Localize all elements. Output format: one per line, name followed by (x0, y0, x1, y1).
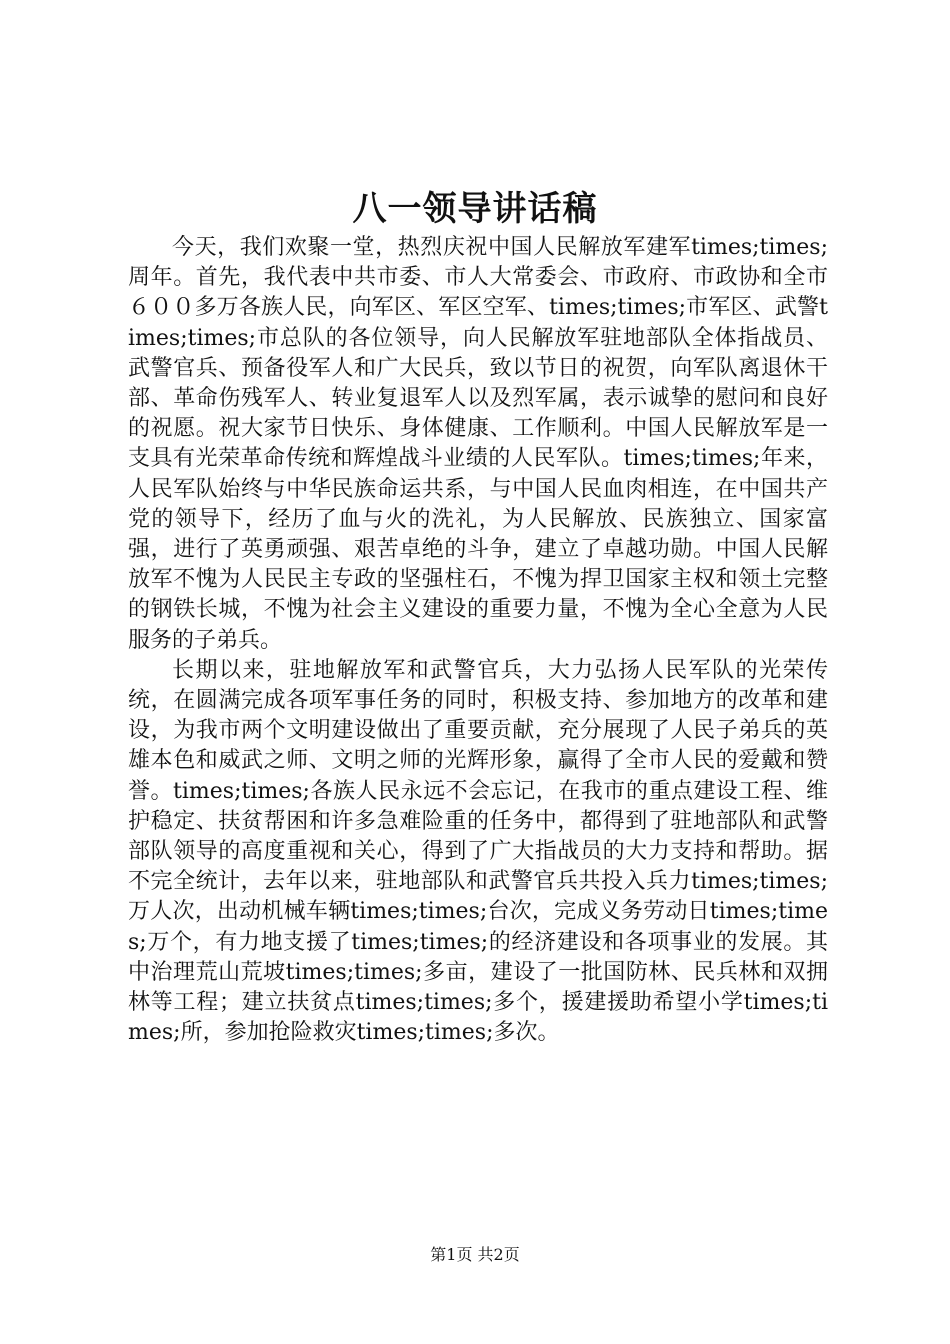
paragraph-1: 今天，我们欢聚一堂，热烈庆祝中国人民解放军建军times;times;周年。首先，我代表中共市委、市人大常委会、市政府、市政协和全市６００多万各族人民，向军区、军区空军、times;times;市军区、武警times;times;市总队的各位领导，向人民解放军驻地部队全体指战员、武警官兵、预备役军人和广大民兵，致以节日的祝贺，向军队离退休干部、革命伤残军人、转业复退军人以及烈军属，表示诚挚的慰问和良好的祝愿。祝大家节日快乐、身体健康、工作顺利。中国人民解放军是一支具有光荣革命传统和辉煌战斗业绩的人民军队。times;times;年来，人民军队始终与中华民族命运共系，与中国人民血肉相连，在中国共产党的领导下，经历了血与火的洗礼，为人民解放、民族独立、国家富强，进行了英勇顽强、艰苦卓绝的斗争，建立了卓越功勋。中国人民解放军不愧为人民民主专政的坚强柱石，不愧为捍卫国家主权和领土完整的钢铁长城，不愧为社会主义建设的重要力量，不愧为全心全意为人民服务的子弟兵。 (128, 235, 828, 653)
document-body (128, 233, 828, 1048)
paragraph-2: 长期以来，驻地解放军和武警官兵，大力弘扬人民军队的光荣传统，在圆满完成各项军事任务的同时，积极支持、参加地方的改革和建设，为我市两个文明建设做出了重要贡献，充分展现了人民子弟兵的英雄本色和威武之师、文明之师的光辉形象，赢得了全市人民的爱戴和赞誉。times;times;各族人民永远不会忘记，在我市的重点建设工程、维护稳定、扶贫帮困和许多急难险重的任务中，都得到了驻地部队和武警部队领导的高度重视和关心，得到了广大指战员的大力支持和帮助。据不完全统计，去年以来，驻地部队和武警官兵共投入兵力times;times;万人次，出动机械车辆times;times;台次，完成义务劳动日times;times;万个，有力地支援了times;times;的经济建设和各项事业的发展。其中治理荒山荒坡times;times;多亩，建设了一批国防林、民兵林和双拥林等工程；建立扶贫点times;times;多个，援建援助希望小学times;times;所，参加抢险救灾times;times;多次。 (128, 657, 828, 1046)
page-title: 八一领导讲话稿 (352, 189, 598, 229)
page-number-footer: 第1页 共2页 (430, 1245, 520, 1264)
